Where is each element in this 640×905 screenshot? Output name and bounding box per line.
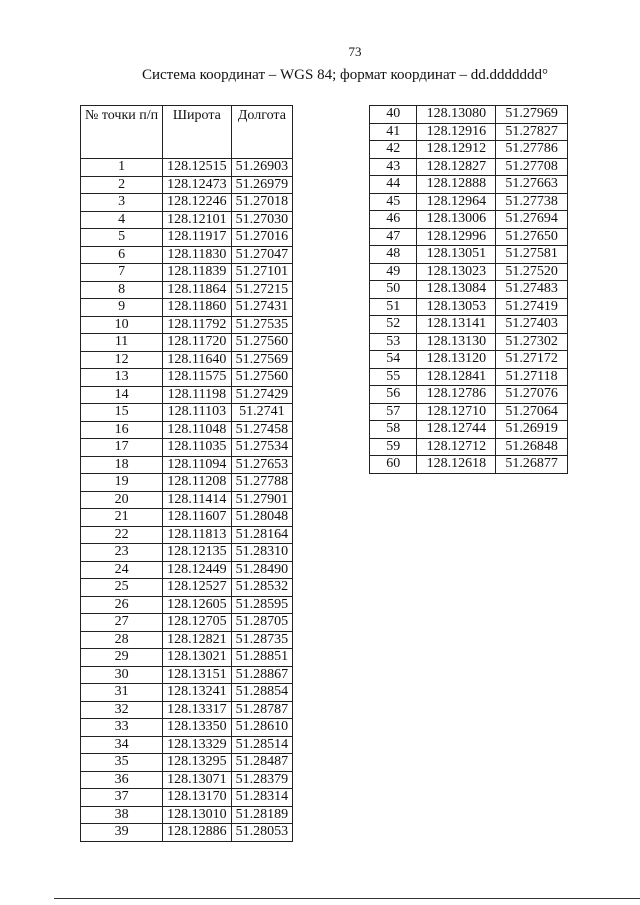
longitude-cell: 51.27431 xyxy=(231,299,293,317)
longitude-cell: 51.28487 xyxy=(231,754,293,772)
left-table-body xyxy=(81,159,293,842)
latitude-cell: 128.11035 xyxy=(163,439,232,457)
longitude-cell: 51.27569 xyxy=(231,351,293,369)
latitude-cell: 128.12246 xyxy=(163,194,232,212)
point-number-cell: 20 xyxy=(81,491,163,509)
table-row xyxy=(81,631,293,649)
table-row xyxy=(370,141,568,159)
latitude-cell: 128.11414 xyxy=(163,491,232,509)
latitude-cell: 128.11048 xyxy=(163,421,232,439)
point-number-cell: 56 xyxy=(370,386,417,404)
point-number-cell: 54 xyxy=(370,351,417,369)
point-number-cell: 7 xyxy=(81,264,163,282)
table-row xyxy=(81,666,293,684)
point-number-cell: 15 xyxy=(81,404,163,422)
table-row xyxy=(81,194,293,212)
table-row xyxy=(81,701,293,719)
point-number-cell: 55 xyxy=(370,368,417,386)
point-number-cell: 19 xyxy=(81,474,163,492)
table-row xyxy=(370,351,568,369)
table-row xyxy=(370,456,568,474)
table-row xyxy=(370,158,568,176)
longitude-cell: 51.27076 xyxy=(496,386,568,404)
longitude-cell: 51.27018 xyxy=(231,194,293,212)
latitude-cell: 128.11860 xyxy=(163,299,232,317)
latitude-cell: 128.12515 xyxy=(163,159,232,177)
point-number-cell: 6 xyxy=(81,246,163,264)
longitude-cell: 51.28854 xyxy=(231,684,293,702)
longitude-cell: 51.27663 xyxy=(496,176,568,194)
longitude-cell: 51.27901 xyxy=(231,491,293,509)
latitude-cell: 128.13053 xyxy=(417,298,496,316)
point-number-cell: 8 xyxy=(81,281,163,299)
point-number-cell: 14 xyxy=(81,386,163,404)
point-number-cell: 50 xyxy=(370,281,417,299)
latitude-cell: 128.13023 xyxy=(417,263,496,281)
longitude-cell: 51.28787 xyxy=(231,701,293,719)
longitude-cell: 51.28735 xyxy=(231,631,293,649)
latitude-cell: 128.12996 xyxy=(417,228,496,246)
table-row xyxy=(81,351,293,369)
longitude-cell: 51.27215 xyxy=(231,281,293,299)
latitude-cell: 128.11103 xyxy=(163,404,232,422)
longitude-cell: 51.27788 xyxy=(231,474,293,492)
header-longitude: Долгота xyxy=(231,106,293,159)
point-number-cell: 27 xyxy=(81,614,163,632)
latitude-cell: 128.13006 xyxy=(417,211,496,229)
point-number-cell: 3 xyxy=(81,194,163,212)
longitude-cell: 51.27560 xyxy=(231,369,293,387)
point-number-cell: 23 xyxy=(81,544,163,562)
longitude-cell: 51.27016 xyxy=(231,229,293,247)
point-number-cell: 1 xyxy=(81,159,163,177)
longitude-cell: 51.28053 xyxy=(231,824,293,842)
table-row xyxy=(81,386,293,404)
point-number-cell: 58 xyxy=(370,421,417,439)
latitude-cell: 128.12916 xyxy=(417,123,496,141)
latitude-cell: 128.11917 xyxy=(163,229,232,247)
longitude-cell: 51.27483 xyxy=(496,281,568,299)
latitude-cell: 128.11198 xyxy=(163,386,232,404)
table-row xyxy=(370,176,568,194)
latitude-cell: 128.13084 xyxy=(417,281,496,299)
table-header-row xyxy=(81,106,293,159)
point-number-cell: 44 xyxy=(370,176,417,194)
latitude-cell: 128.12705 xyxy=(163,614,232,632)
point-number-cell: 28 xyxy=(81,631,163,649)
latitude-cell: 128.12449 xyxy=(163,561,232,579)
table-row xyxy=(370,263,568,281)
table-row xyxy=(81,369,293,387)
longitude-cell: 51.27738 xyxy=(496,193,568,211)
latitude-cell: 128.12744 xyxy=(417,421,496,439)
point-number-cell: 41 xyxy=(370,123,417,141)
latitude-cell: 128.12827 xyxy=(417,158,496,176)
page-number: 73 xyxy=(348,44,362,59)
longitude-cell: 51.27708 xyxy=(496,158,568,176)
longitude-cell: 51.27786 xyxy=(496,141,568,159)
point-number-cell: 32 xyxy=(81,701,163,719)
longitude-cell: 51.28514 xyxy=(231,736,293,754)
latitude-cell: 128.13241 xyxy=(163,684,232,702)
table-row xyxy=(81,264,293,282)
point-number-cell: 17 xyxy=(81,439,163,457)
longitude-cell: 51.28379 xyxy=(231,771,293,789)
longitude-cell: 51.26919 xyxy=(496,421,568,439)
latitude-cell: 128.13295 xyxy=(163,754,232,772)
point-number-cell: 40 xyxy=(370,106,417,124)
table-row xyxy=(370,333,568,351)
right-table-body xyxy=(370,106,568,474)
latitude-cell: 128.12135 xyxy=(163,544,232,562)
longitude-cell: 51.27419 xyxy=(496,298,568,316)
longitude-cell: 51.27403 xyxy=(496,316,568,334)
table-row xyxy=(370,228,568,246)
point-number-cell: 22 xyxy=(81,526,163,544)
point-number-cell: 10 xyxy=(81,316,163,334)
point-number-cell: 21 xyxy=(81,509,163,527)
point-number-cell: 53 xyxy=(370,333,417,351)
point-number-cell: 38 xyxy=(81,806,163,824)
latitude-cell: 128.12527 xyxy=(163,579,232,597)
latitude-cell: 128.13120 xyxy=(417,351,496,369)
latitude-cell: 128.11830 xyxy=(163,246,232,264)
longitude-cell: 51.26979 xyxy=(231,176,293,194)
table-row xyxy=(81,211,293,229)
point-number-cell: 59 xyxy=(370,438,417,456)
table-row xyxy=(81,299,293,317)
longitude-cell: 51.26877 xyxy=(496,456,568,474)
table-row xyxy=(370,298,568,316)
table-row xyxy=(370,368,568,386)
longitude-cell: 51.27560 xyxy=(231,334,293,352)
table-row xyxy=(81,561,293,579)
latitude-cell: 128.12473 xyxy=(163,176,232,194)
table-row xyxy=(81,579,293,597)
longitude-cell: 51.28867 xyxy=(231,666,293,684)
table-row xyxy=(81,649,293,667)
latitude-cell: 128.12886 xyxy=(163,824,232,842)
latitude-cell: 128.11575 xyxy=(163,369,232,387)
latitude-cell: 128.13329 xyxy=(163,736,232,754)
table-row xyxy=(81,736,293,754)
point-number-cell: 49 xyxy=(370,263,417,281)
longitude-cell: 51.28048 xyxy=(231,509,293,527)
latitude-cell: 128.13130 xyxy=(417,333,496,351)
latitude-cell: 128.11640 xyxy=(163,351,232,369)
point-number-cell: 24 xyxy=(81,561,163,579)
table-row xyxy=(81,404,293,422)
point-number-cell: 18 xyxy=(81,456,163,474)
header-point-number: № точки п/п xyxy=(81,106,163,159)
longitude-cell: 51.27520 xyxy=(496,263,568,281)
point-number-cell: 60 xyxy=(370,456,417,474)
longitude-cell: 51.27101 xyxy=(231,264,293,282)
latitude-cell: 128.12710 xyxy=(417,403,496,421)
longitude-cell: 51.27650 xyxy=(496,228,568,246)
latitude-cell: 128.11792 xyxy=(163,316,232,334)
table-row xyxy=(81,316,293,334)
latitude-cell: 128.13071 xyxy=(163,771,232,789)
table-row xyxy=(370,211,568,229)
table-row xyxy=(81,719,293,737)
latitude-cell: 128.12821 xyxy=(163,631,232,649)
longitude-cell: 51.27969 xyxy=(496,106,568,124)
longitude-cell: 51.28490 xyxy=(231,561,293,579)
point-number-cell: 48 xyxy=(370,246,417,264)
table-row xyxy=(81,789,293,807)
longitude-cell: 51.27694 xyxy=(496,211,568,229)
longitude-cell: 51.27030 xyxy=(231,211,293,229)
point-number-cell: 9 xyxy=(81,299,163,317)
latitude-cell: 128.13141 xyxy=(417,316,496,334)
latitude-cell: 128.13051 xyxy=(417,246,496,264)
table-row xyxy=(81,334,293,352)
longitude-cell: 51.27118 xyxy=(496,368,568,386)
table-row xyxy=(81,614,293,632)
point-number-cell: 37 xyxy=(81,789,163,807)
longitude-cell: 51.26903 xyxy=(231,159,293,177)
table-row xyxy=(370,246,568,264)
table-row xyxy=(370,403,568,421)
table-row xyxy=(81,246,293,264)
longitude-cell: 51.28532 xyxy=(231,579,293,597)
longitude-cell: 51.28705 xyxy=(231,614,293,632)
latitude-cell: 128.11839 xyxy=(163,264,232,282)
coordinates-table-left xyxy=(80,105,293,842)
longitude-cell: 51.28189 xyxy=(231,806,293,824)
table-row xyxy=(81,439,293,457)
latitude-cell: 128.12912 xyxy=(417,141,496,159)
point-number-cell: 47 xyxy=(370,228,417,246)
latitude-cell: 128.13021 xyxy=(163,649,232,667)
longitude-cell: 51.27429 xyxy=(231,386,293,404)
table-row xyxy=(81,421,293,439)
table-row xyxy=(81,159,293,177)
latitude-cell: 128.12618 xyxy=(417,456,496,474)
longitude-cell: 51.27458 xyxy=(231,421,293,439)
longitude-cell: 51.28310 xyxy=(231,544,293,562)
longitude-cell: 51.27047 xyxy=(231,246,293,264)
table-row xyxy=(81,596,293,614)
table-row xyxy=(81,544,293,562)
point-number-cell: 30 xyxy=(81,666,163,684)
longitude-cell: 51.27534 xyxy=(231,439,293,457)
table-row xyxy=(81,824,293,842)
latitude-cell: 128.12888 xyxy=(417,176,496,194)
table-row xyxy=(81,684,293,702)
latitude-cell: 128.11607 xyxy=(163,509,232,527)
longitude-cell: 51.27827 xyxy=(496,123,568,141)
point-number-cell: 36 xyxy=(81,771,163,789)
table-row xyxy=(370,106,568,124)
table-row xyxy=(81,474,293,492)
point-number-cell: 33 xyxy=(81,719,163,737)
table-row xyxy=(370,421,568,439)
latitude-cell: 128.12786 xyxy=(417,386,496,404)
point-number-cell: 52 xyxy=(370,316,417,334)
latitude-cell: 128.12605 xyxy=(163,596,232,614)
longitude-cell: 51.27535 xyxy=(231,316,293,334)
longitude-cell: 51.28595 xyxy=(231,596,293,614)
longitude-cell: 51.26848 xyxy=(496,438,568,456)
point-number-cell: 42 xyxy=(370,141,417,159)
point-number-cell: 11 xyxy=(81,334,163,352)
header-latitude: Широта xyxy=(163,106,232,159)
latitude-cell: 128.13317 xyxy=(163,701,232,719)
point-number-cell: 13 xyxy=(81,369,163,387)
longitude-cell: 51.28851 xyxy=(231,649,293,667)
point-number-cell: 29 xyxy=(81,649,163,667)
point-number-cell: 43 xyxy=(370,158,417,176)
latitude-cell: 128.13010 xyxy=(163,806,232,824)
table-row xyxy=(81,456,293,474)
latitude-cell: 128.12841 xyxy=(417,368,496,386)
point-number-cell: 45 xyxy=(370,193,417,211)
table-row xyxy=(370,123,568,141)
latitude-cell: 128.11720 xyxy=(163,334,232,352)
table-row xyxy=(370,193,568,211)
longitude-cell: 51.27064 xyxy=(496,403,568,421)
table-row xyxy=(81,526,293,544)
page-bottom-rule xyxy=(54,898,640,899)
longitude-cell: 51.27653 xyxy=(231,456,293,474)
table-row xyxy=(370,386,568,404)
longitude-cell: 51.28610 xyxy=(231,719,293,737)
table-row xyxy=(370,281,568,299)
latitude-cell: 128.11094 xyxy=(163,456,232,474)
point-number-cell: 26 xyxy=(81,596,163,614)
longitude-cell: 51.27172 xyxy=(496,351,568,369)
table-row xyxy=(81,509,293,527)
latitude-cell: 128.13170 xyxy=(163,789,232,807)
table-row xyxy=(370,438,568,456)
coordinate-system-caption: Система координат – WGS 84; формат координат – dd.ddddddd° xyxy=(141,67,549,83)
point-number-cell: 12 xyxy=(81,351,163,369)
table-row xyxy=(81,806,293,824)
point-number-cell: 4 xyxy=(81,211,163,229)
point-number-cell: 34 xyxy=(81,736,163,754)
longitude-cell: 51.28314 xyxy=(231,789,293,807)
point-number-cell: 25 xyxy=(81,579,163,597)
point-number-cell: 5 xyxy=(81,229,163,247)
latitude-cell: 128.13080 xyxy=(417,106,496,124)
latitude-cell: 128.13151 xyxy=(163,666,232,684)
table-row xyxy=(81,754,293,772)
coordinates-table-right xyxy=(369,105,568,474)
point-number-cell: 31 xyxy=(81,684,163,702)
table-row xyxy=(81,491,293,509)
latitude-cell: 128.11864 xyxy=(163,281,232,299)
point-number-cell: 35 xyxy=(81,754,163,772)
table-row xyxy=(81,229,293,247)
point-number-cell: 57 xyxy=(370,403,417,421)
table-row xyxy=(81,771,293,789)
longitude-cell: 51.28164 xyxy=(231,526,293,544)
latitude-cell: 128.12964 xyxy=(417,193,496,211)
latitude-cell: 128.13350 xyxy=(163,719,232,737)
latitude-cell: 128.11813 xyxy=(163,526,232,544)
table-row xyxy=(81,281,293,299)
point-number-cell: 16 xyxy=(81,421,163,439)
table-row xyxy=(81,176,293,194)
longitude-cell: 51.27302 xyxy=(496,333,568,351)
longitude-cell: 51.2741 xyxy=(231,404,293,422)
point-number-cell: 51 xyxy=(370,298,417,316)
point-number-cell: 39 xyxy=(81,824,163,842)
longitude-cell: 51.27581 xyxy=(496,246,568,264)
latitude-cell: 128.12101 xyxy=(163,211,232,229)
table-row xyxy=(370,316,568,334)
point-number-cell: 2 xyxy=(81,176,163,194)
latitude-cell: 128.12712 xyxy=(417,438,496,456)
point-number-cell: 46 xyxy=(370,211,417,229)
latitude-cell: 128.11208 xyxy=(163,474,232,492)
